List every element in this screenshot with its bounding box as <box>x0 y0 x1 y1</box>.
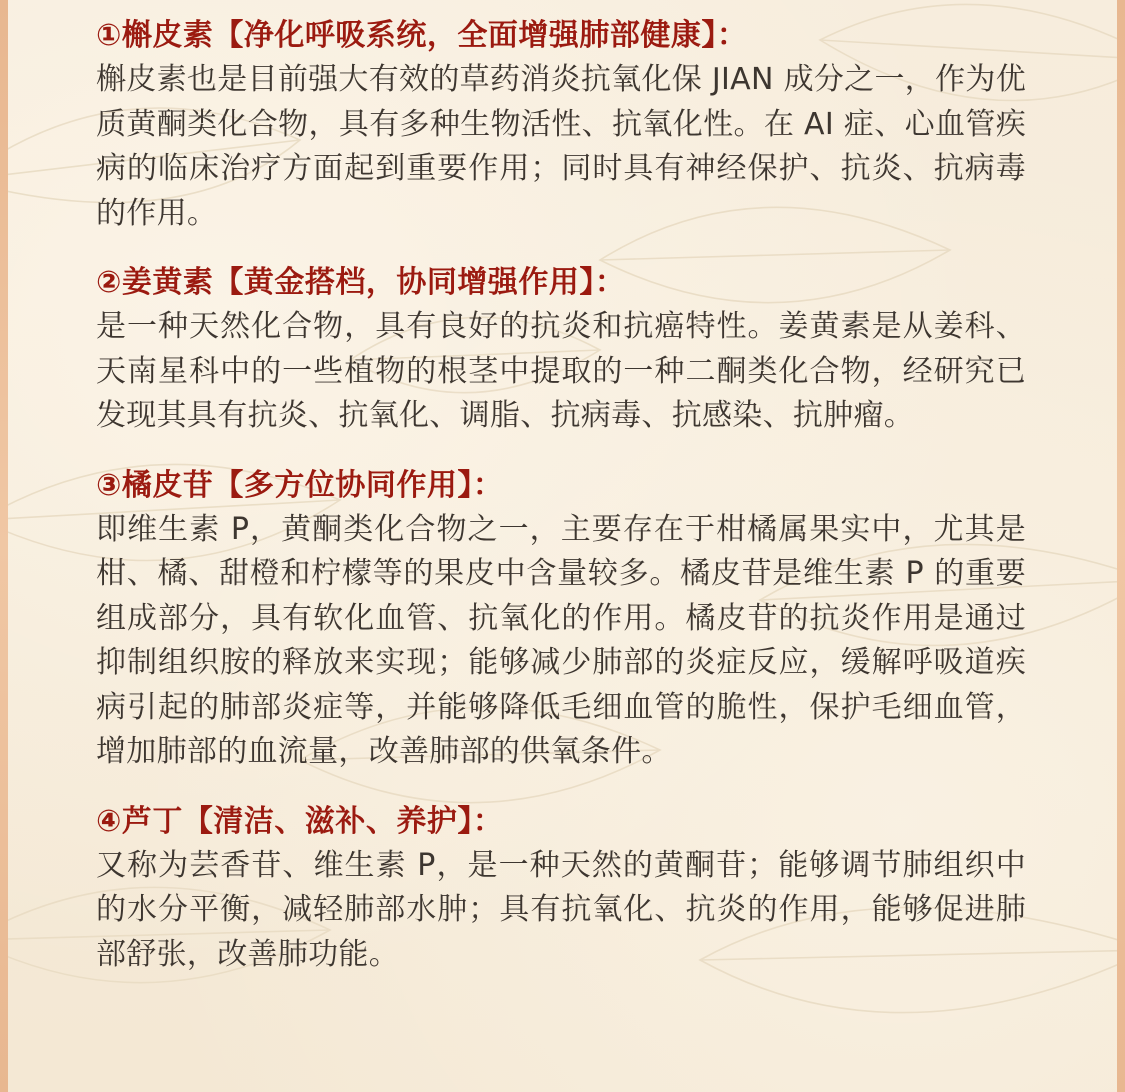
section-body: 又称为芸香苷、维生素 P，是一种天然的黄酮苷；能够调节肺组织中的水分平衡，减轻肺部水肿；具有抗氧化、抗炎的作用，能够促进肺部舒张，改善肺功能。 <box>96 847 1026 972</box>
ingredients-list <box>96 14 1026 1002</box>
section-body: 槲皮素也是目前强大有效的草药消炎抗氧化保 JIAN 成分之一，作为优质黄酮类化合物，具有多种生物活性、抗氧化性。在 AI 症、心血管疾病的临床治疗方面起到重要作用；同时具有神经保护、抗炎、抗病毒的作用。 <box>96 62 1026 231</box>
section-heading: ①槲皮素【净化呼吸系统，全面增强肺部健康】： <box>96 18 748 53</box>
section-quercetin <box>96 14 1026 236</box>
section-body: 即维生素 P，黄酮类化合物之一，主要存在于柑橘属果实中，尤其是柑、橘、甜橙和柠檬等的果皮中含量较多。橘皮苷是维生素 P 的重要组成部分，具有软化血管、抗氧化的作用。橘皮苷的抗炎作用是通过抑制组织胺的释放来实现；能够减少肺部的炎症反应，缓解呼吸道疾病引起的肺部炎症等，并能够降低毛细血管的脆性，保护毛细血管，增加肺部的血流量，改善肺部的供氧条件。 <box>96 511 1026 769</box>
section-heading: ④芦丁【清洁、滋补、养护】： <box>96 803 504 839</box>
left-border <box>0 0 8 1092</box>
section-hesperidin <box>96 464 1026 775</box>
right-border <box>1117 0 1125 1092</box>
section-body: 是一种天然化合物，具有良好的抗炎和抗癌特性。姜黄素是从姜科、天南星科中的一些植物的根茎中提取的一种二酮类化合物，经研究已发现其具有抗炎、抗氧化、调脂、抗病毒、抗感染、抗肿瘤。 <box>96 309 1026 433</box>
section-curcumin <box>96 261 1026 439</box>
section-rutin <box>96 800 1026 978</box>
section-heading: ②姜黄素【黄金搭档，协同增强作用】： <box>96 265 626 300</box>
section-heading: ③橘皮苷【多方位协同作用】： <box>96 467 504 503</box>
